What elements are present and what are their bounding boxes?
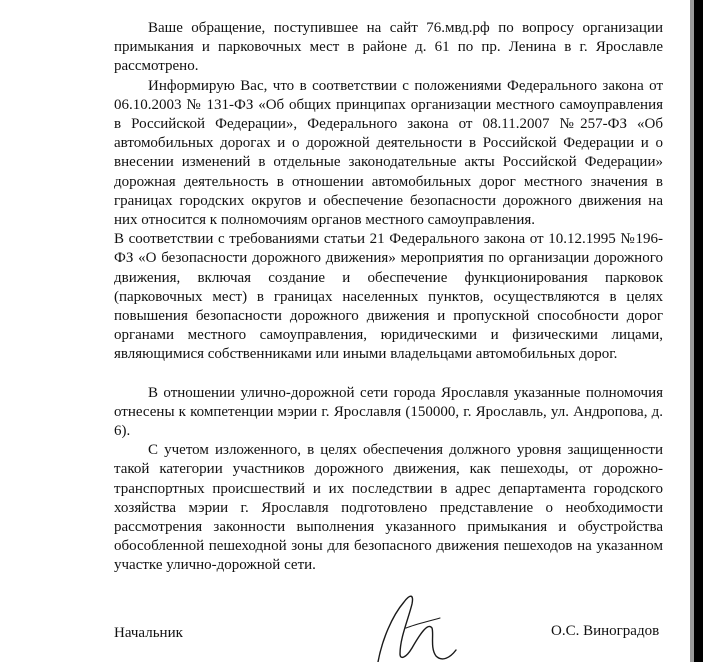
window-right-border xyxy=(694,0,703,662)
paragraph-gap xyxy=(114,365,663,384)
paragraph-article-21: В соответствии с требованиями статьи 21 Федерального закона от 10.12.1995 №196-ФЗ «О безопасности дорожного движения» мероприятия по организации дорожного движения, включая создание и обеспечение функционирования парковок (парковочных мест) в границах населенных пунктов, осуществляются в целях повышения безопасности дорожного движения и пропускной способности дорог органами местного самоуправления, юридическими и физическими лицами, являющимися собственниками или иными владельцами автомобильных дорог. xyxy=(114,231,663,363)
paragraph-competence: В отношении улично-дорожной сети города Ярославля указанные полномочия отнесены к компетенции мэрии г. Ярославля (150000, г. Ярославль, ул. Андропова, д. 6). xyxy=(114,384,663,440)
letter-body xyxy=(114,19,663,576)
paragraph-federal-laws: Информирую Вас, что в соответствии с положениями Федерального закона от 06.10.2003 № 131-ФЗ «Об общих принципах организации местного самоуправления в Российской Федерации», Федерального закона от 08.11.2007 №257-ФЗ «Об автомобильных дорогах и о дорожной деятельности в Российской Федерации и о внесении изменений в отдельные законодательные акты Российской Федерации» дорожная деятельность в отношении автомобильных дорог местного значения в границах городских округов и обеспечение безопасности дорожного движения на них относится к полномочиям органов местного самоуправления. xyxy=(114,77,663,229)
paragraph-conclusion: С учетом изложенного, в целях обеспечения должного уровня защищенности такой категории участников дорожного движения, как пешеходы, от дорожно-транспортных происшествий и их последствии в адрес департамента городского хозяйства мэрии г. Ярославля подготовлено представление о необходимости рассмотрения законности выполнения указанного примыкания и обустройства обособленной пешеходной зоны для безопасного движения пешеходов на указанном участке улично-дорожной сети. xyxy=(114,442,663,574)
handwritten-signature xyxy=(370,588,480,662)
signatory-name: О.С. Виноградов xyxy=(551,623,660,639)
signatory-title: Начальник xyxy=(114,625,183,641)
paragraph-appeal: Ваше обращение, поступившее на сайт 76.мвд.рф по вопросу организации примыкания и парковочных мест в районе д. 61 по пр. Ленина в г. Ярославле рассмотрено. xyxy=(114,20,663,75)
